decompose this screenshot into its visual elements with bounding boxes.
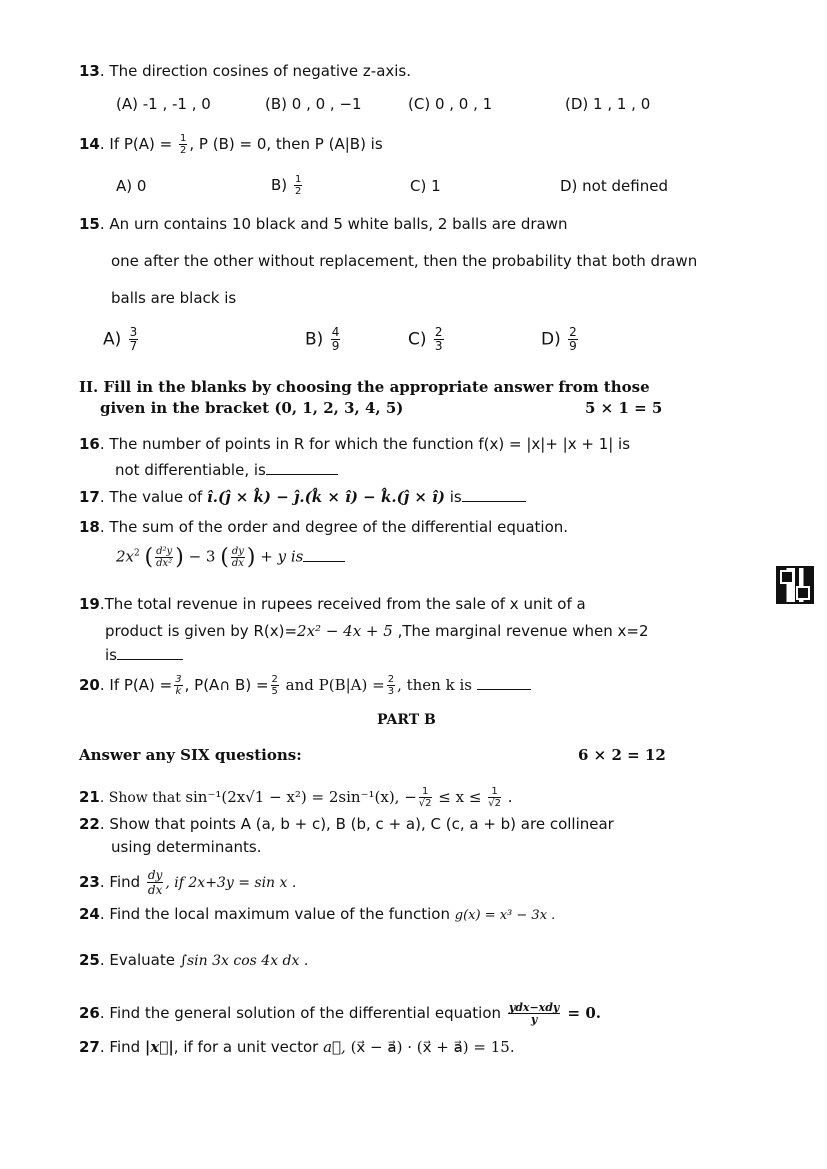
option-label: C) [408,329,427,350]
q14-option-a: A) 0 [116,177,147,195]
revenue-expression: 2x² − 4x + 5 [297,622,393,640]
question-15 [79,215,567,233]
fraction-denominator: 7 [129,339,138,353]
q16-line-2 [115,461,338,479]
question-text: . Find the general solution of the differential equation [99,1004,506,1022]
fraction-numerator: 3 [129,325,138,339]
question-number: 19 [79,595,100,613]
question-text: . The value of [99,488,208,506]
fraction-denominator: √2 [488,798,501,809]
q14-option-d: D) not defined [560,177,668,195]
question-18 [79,518,568,536]
question-number: 17 [79,488,100,506]
fraction-numerator: dy [147,868,163,882]
question-number: 26 [79,1004,100,1022]
fraction-numerator: 1 [419,786,432,798]
question-text: not differentiable, is [115,461,266,479]
part-b-marks: 6 × 2 = 12 [578,746,666,764]
exponent: 2 [134,548,140,559]
section-2-subheading: given in the bracket (0, 1, 2, 3, 4, 5) [100,399,404,417]
question-22 [79,815,614,833]
fraction [155,546,173,569]
question-21 [79,786,512,809]
question-text: . Show that [99,790,186,806]
question-26 [79,1002,601,1025]
question-20 [79,674,531,697]
question-number: 15 [79,215,100,233]
fraction-denominator: 9 [569,339,577,353]
fraction-numerator: 2 [387,674,395,685]
question-number: 13 [79,62,100,80]
fraction-numerator: 1 [180,133,187,144]
section-2-marks: 5 × 1 = 5 [585,399,663,417]
fraction-numerator: ydx−xdy [508,1001,560,1014]
fraction [294,174,302,197]
question-text-cont: ,The marginal revenue when x=2 [392,622,649,640]
fraction-numerator: 2 [434,325,443,339]
question-number: 20 [79,676,100,694]
question-13 [79,62,411,80]
answer-blank [266,473,338,475]
question-number: 18 [79,518,100,536]
fraction [387,674,395,697]
question-number: 27 [79,1038,100,1056]
question-number: 14 [79,135,100,153]
question-23 [79,868,296,897]
question-number: 22 [79,815,100,833]
fraction-denominator: 2 [180,145,187,156]
question-number: 23 [79,873,100,891]
question-25 [79,951,308,969]
q19-line-2 [105,622,649,640]
fraction [271,674,279,697]
fraction [419,786,432,809]
question-14 [79,133,383,156]
fraction-denominator: √2 [418,798,432,809]
question-text: . Find [99,873,145,891]
fraction-numerator: 2 [569,325,577,339]
question-text: . If P(A) = [99,676,173,694]
answer-blank [477,688,531,690]
fraction [231,546,245,569]
equation-term: − 3 [188,547,216,566]
fraction-denominator: dx [231,558,244,569]
equation-term: 2x [116,547,135,566]
option-label: B) [305,329,324,350]
question-text: and P(B|A) = [280,676,385,694]
fraction [129,326,139,353]
question-text: . [502,788,513,806]
fraction-denominator: k [175,686,182,697]
function-expression: g(x) = x³ − 3x . [454,908,556,923]
question-24 [79,905,555,923]
question-number: 21 [79,788,100,806]
question-number: 25 [79,951,100,969]
inequality: ≤ x ≤ [433,788,487,806]
q14-option-c: C) 1 [410,177,441,195]
fraction-denominator: 2 [294,186,302,197]
fraction-numerator: dy [231,546,244,557]
option-label: B) [271,176,288,194]
paren-close: ) [246,545,256,570]
q13-option-d: (D) 1 , 1 , 0 [565,95,651,113]
fraction [508,1002,561,1025]
question-text: . The number of points in R for which the function f(x) = |x|+ |x + 1| is [99,435,631,453]
trig-expression: sin⁻¹(2x√1 − x²) = 2sin⁻¹(x), − [185,788,417,806]
question-text: . Show that points A (a, b + c), B (b, c + a), C (c, a + b) are collinear [99,815,614,833]
question-text-cont: , P (B) = 0, then P (A|B) is [189,135,383,153]
question-text: , if for a unit vector [173,1038,324,1056]
fraction-denominator: dx² [156,558,173,569]
fraction [174,674,182,697]
question-text: , P(A∩ B) = [184,676,269,694]
fraction-numerator: 1 [488,786,501,798]
question-text: . The sum of the order and degree of the differential equation. [99,518,569,536]
q22-line-2: using determinants. [111,838,262,856]
fraction-denominator: 3 [387,686,395,697]
question-text-cont: is [444,488,462,506]
fraction-numerator: 4 [331,325,340,339]
question-text: . Evaluate [99,951,180,969]
question-text: .The total revenue in rupees received from the sale of x unit of a [99,595,586,613]
question-number: 16 [79,435,100,453]
question-16 [79,435,630,453]
q15-line-2: one after the other without replacement, then the probability that both drawn [111,252,698,270]
question-text: . If P(A) = [99,135,177,153]
fraction [331,326,341,353]
equation-term: + y is [260,547,304,566]
fraction [179,133,187,156]
equation: = 0. [562,1004,601,1022]
q13-option-b: (B) 0 , 0 , −1 [265,95,362,113]
question-text: , then k is [397,676,472,694]
question-27 [79,1038,515,1056]
fraction-denominator: dx [147,883,163,897]
unit-vector: a⃗, [323,1038,346,1056]
question-19 [79,595,586,613]
fraction [434,326,444,353]
fraction-numerator: 1 [294,174,302,185]
fraction-numerator: d²y [156,546,173,557]
question-text: . Find the local maximum value of the function [99,905,455,923]
part-b-instruction: Answer any SIX questions: [79,746,302,764]
fraction-denominator: 5 [271,686,278,697]
fraction [568,326,578,353]
part-b-title: PART B [377,712,436,728]
fraction-denominator: 3 [434,339,443,353]
fraction-denominator: y [530,1013,538,1026]
question-text: . The direction cosines of negative z-axis. [99,62,412,80]
q15-option-a [103,326,140,353]
question-17 [79,488,526,506]
question-text: product is given by R(x)= [105,622,298,640]
paren-close: ) [175,545,184,570]
paren-open: ( [220,545,229,570]
option-label: D) [541,329,561,350]
q15-line-3: balls are black is [111,289,237,307]
fraction-numerator: 2 [271,674,278,685]
answer-blank [117,658,183,660]
q15-option-d [541,326,580,353]
answer-blank [462,500,526,502]
q15-option-c [408,326,446,353]
option-label: A) [103,329,122,350]
q18-equation [116,545,345,570]
q13-option-a: (A) -1 , -1 , 0 [116,95,211,113]
question-text: is [105,646,117,664]
vector-expression: î.(ĵ × k̂) − ĵ.(k̂ × î) − k̂.(ĵ × î) [207,488,445,506]
equation: , if 2x+3y = sin x . [165,875,297,891]
vector-equation: (x⃗ − a⃗) · (x⃗ + a⃗) = 15. [345,1038,515,1056]
fraction-denominator: 9 [331,339,340,353]
vector-magnitude: |x⃗| [144,1038,174,1056]
q14-option-b [271,174,304,197]
answer-blank [303,560,345,562]
qr-code-icon [776,566,814,604]
section-2-heading: II. Fill in the blanks by choosing the appropriate answer from those [79,378,650,396]
q13-option-c: (C) 0 , 0 , 1 [408,95,493,113]
q15-option-b [305,326,342,353]
fraction [488,786,501,809]
question-text: . An urn contains 10 black and 5 white balls, 2 balls are drawn [99,215,568,233]
question-text: . Find [99,1038,145,1056]
fraction [147,868,163,897]
q19-line-3 [105,646,183,664]
fraction-numerator: 3 [175,674,182,685]
integral-expression: ∫sin 3x cos 4x dx . [179,953,309,969]
question-number: 24 [79,905,100,923]
paren-open: ( [144,545,154,570]
